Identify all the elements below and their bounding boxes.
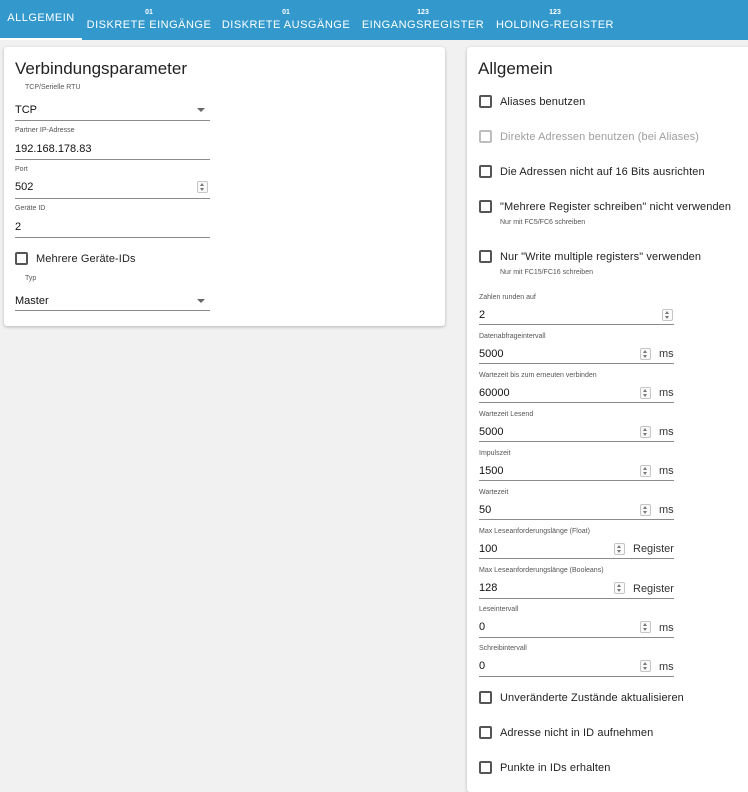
read-timeout-label: Wartezeit Lesend [479, 411, 534, 418]
tab-holding-register[interactable] [494, 0, 616, 40]
read-timeout-stepper[interactable] [640, 426, 651, 438]
direct-addresses-label: Direkte Adressen benutzen (bei Aliases) [500, 131, 699, 143]
write-interval-unit: ms [659, 661, 674, 673]
tab-label: EINGANGSREGISTER [361, 19, 485, 31]
aliases-label: Aliases benutzen [500, 96, 586, 108]
no-16bit-align-label: Die Adressen nicht auf 16 Bits ausrichten [500, 166, 705, 178]
ip-underline [15, 159, 210, 160]
tab-eingangsregister[interactable] [360, 0, 486, 40]
chevron-down-icon[interactable] [197, 299, 205, 303]
read-timeout-underline [479, 441, 674, 442]
port-stepper[interactable] [197, 181, 208, 193]
direct-addresses-checkbox [479, 130, 492, 143]
general-card [467, 47, 748, 792]
ip-input[interactable]: 192.168.178.83 [15, 143, 92, 155]
read-interval-unit: ms [659, 622, 674, 634]
only-multi-write-checkbox[interactable] [479, 250, 492, 263]
no-16bit-align-checkbox[interactable] [479, 165, 492, 178]
type-select-value[interactable]: Master [15, 295, 49, 307]
pulse-time-stepper[interactable] [640, 465, 651, 477]
aliases-checkbox[interactable] [479, 95, 492, 108]
poll-interval-label: Datenabfrageintervall [479, 333, 546, 340]
poll-interval-stepper[interactable] [640, 348, 651, 360]
max-bool-stepper[interactable] [614, 582, 625, 594]
read-interval-label: Leseintervall [479, 606, 519, 613]
reconnect-underline [479, 402, 674, 403]
keep-dots-checkbox[interactable] [479, 761, 492, 774]
no-multi-write-label: "Mehrere Register schreiben" nicht verwenden [500, 201, 732, 213]
no-multi-write-checkbox[interactable] [479, 200, 492, 213]
tab-superscript: 01 [282, 9, 290, 16]
wait-time-unit: ms [659, 504, 674, 516]
round-label: Zahlen runden auf [479, 294, 536, 301]
reconnect-label: Wartezeit bis zum erneuten verbinden [479, 372, 597, 379]
read-timeout-input[interactable]: 5000 [479, 426, 504, 438]
reconnect-input[interactable]: 60000 [479, 387, 510, 399]
max-float-stepper[interactable] [614, 543, 625, 555]
device-id-label: Geräte ID [15, 205, 46, 212]
max-float-label: Max Leseanforderungslänge (Float) [479, 528, 590, 535]
mode-select[interactable] [15, 120, 210, 121]
port-input[interactable]: 502 [15, 181, 34, 193]
tab-superscript: 123 [417, 9, 429, 16]
poll-interval-underline [479, 363, 674, 364]
port-underline [15, 198, 210, 199]
poll-interval-input[interactable]: 5000 [479, 348, 504, 360]
ip-label: Partner IP-Adresse [15, 127, 75, 134]
tab-label: ALLGEMEIN [7, 12, 75, 24]
connection-title: Verbindungsparameter [15, 59, 188, 78]
max-bool-label: Max Leseanforderungslänge (Booleans) [479, 567, 604, 574]
round-underline [479, 324, 674, 325]
no-address-in-id-checkbox[interactable] [479, 726, 492, 739]
max-bool-underline [479, 598, 674, 599]
tab-superscript: 01 [145, 9, 153, 16]
reconnect-unit: ms [659, 387, 674, 399]
write-interval-underline [479, 676, 674, 677]
pulse-time-unit: ms [659, 465, 674, 477]
general-title: Allgemein [478, 59, 553, 78]
write-interval-label: Schreibintervall [479, 645, 527, 652]
tab-label: HOLDING-REGISTER [495, 19, 614, 31]
mode-label: TCP/Serielle RTU [25, 84, 81, 91]
max-float-underline [479, 558, 674, 559]
wait-time-underline [479, 519, 674, 520]
read-interval-input[interactable]: 0 [479, 621, 486, 633]
max-float-unit: Register [633, 543, 674, 555]
multi-ids-checkbox[interactable] [15, 252, 28, 265]
device-id-input[interactable]: 2 [15, 221, 22, 233]
update-unchanged-checkbox[interactable] [479, 691, 492, 704]
poll-interval-unit: ms [659, 348, 674, 360]
max-bool-unit: Register [633, 583, 674, 595]
wait-time-input[interactable]: 50 [479, 504, 492, 516]
wait-time-label: Wartezeit [479, 489, 509, 496]
only-multi-write-label: Nur "Write multiple registers" verwenden [500, 251, 702, 263]
round-stepper[interactable] [662, 309, 673, 321]
round-input[interactable]: 2 [479, 309, 486, 321]
type-select[interactable] [15, 310, 210, 311]
tab-allgemein[interactable] [0, 0, 82, 40]
keep-dots-label: Punkte in IDs erhalten [500, 762, 611, 774]
read-interval-stepper[interactable] [640, 621, 651, 633]
read-timeout-unit: ms [659, 426, 674, 438]
tab-label: DISKRETE AUSGÄNGE [221, 19, 351, 31]
write-interval-stepper[interactable] [640, 660, 651, 672]
tab-label: DISKRETE EINGÄNGE [86, 19, 212, 31]
no-address-in-id-label: Adresse nicht in ID aufnehmen [500, 727, 654, 739]
max-bool-input[interactable]: 128 [479, 582, 498, 594]
only-multi-write-hint: Nur mit FC15/FC16 schreiben [500, 269, 593, 276]
tab-bar [0, 0, 748, 40]
update-unchanged-label: Unveränderte Zustände aktualisieren [500, 692, 684, 704]
type-label: Typ [25, 275, 37, 282]
pulse-time-underline [479, 480, 674, 481]
reconnect-stepper[interactable] [640, 387, 651, 399]
write-interval-input[interactable]: 0 [479, 660, 486, 672]
multi-ids-label: Mehrere Geräte-IDs [36, 253, 136, 265]
wait-time-stepper[interactable] [640, 504, 651, 516]
mode-select-value[interactable]: TCP [15, 104, 37, 116]
no-multi-write-hint: Nur mit FC5/FC6 schreiben [500, 219, 586, 226]
read-interval-underline [479, 637, 674, 638]
device-id-underline [15, 237, 210, 238]
chevron-down-icon[interactable] [197, 108, 205, 112]
port-label: Port [15, 166, 28, 173]
tab-diskrete-ausgaenge[interactable] [218, 0, 354, 40]
max-float-input[interactable]: 100 [479, 543, 498, 555]
pulse-time-input[interactable]: 1500 [479, 465, 504, 477]
tab-superscript: 123 [549, 9, 561, 16]
pulse-time-label: Impulszeit [479, 450, 511, 457]
tab-diskrete-eingaenge[interactable] [82, 0, 216, 40]
